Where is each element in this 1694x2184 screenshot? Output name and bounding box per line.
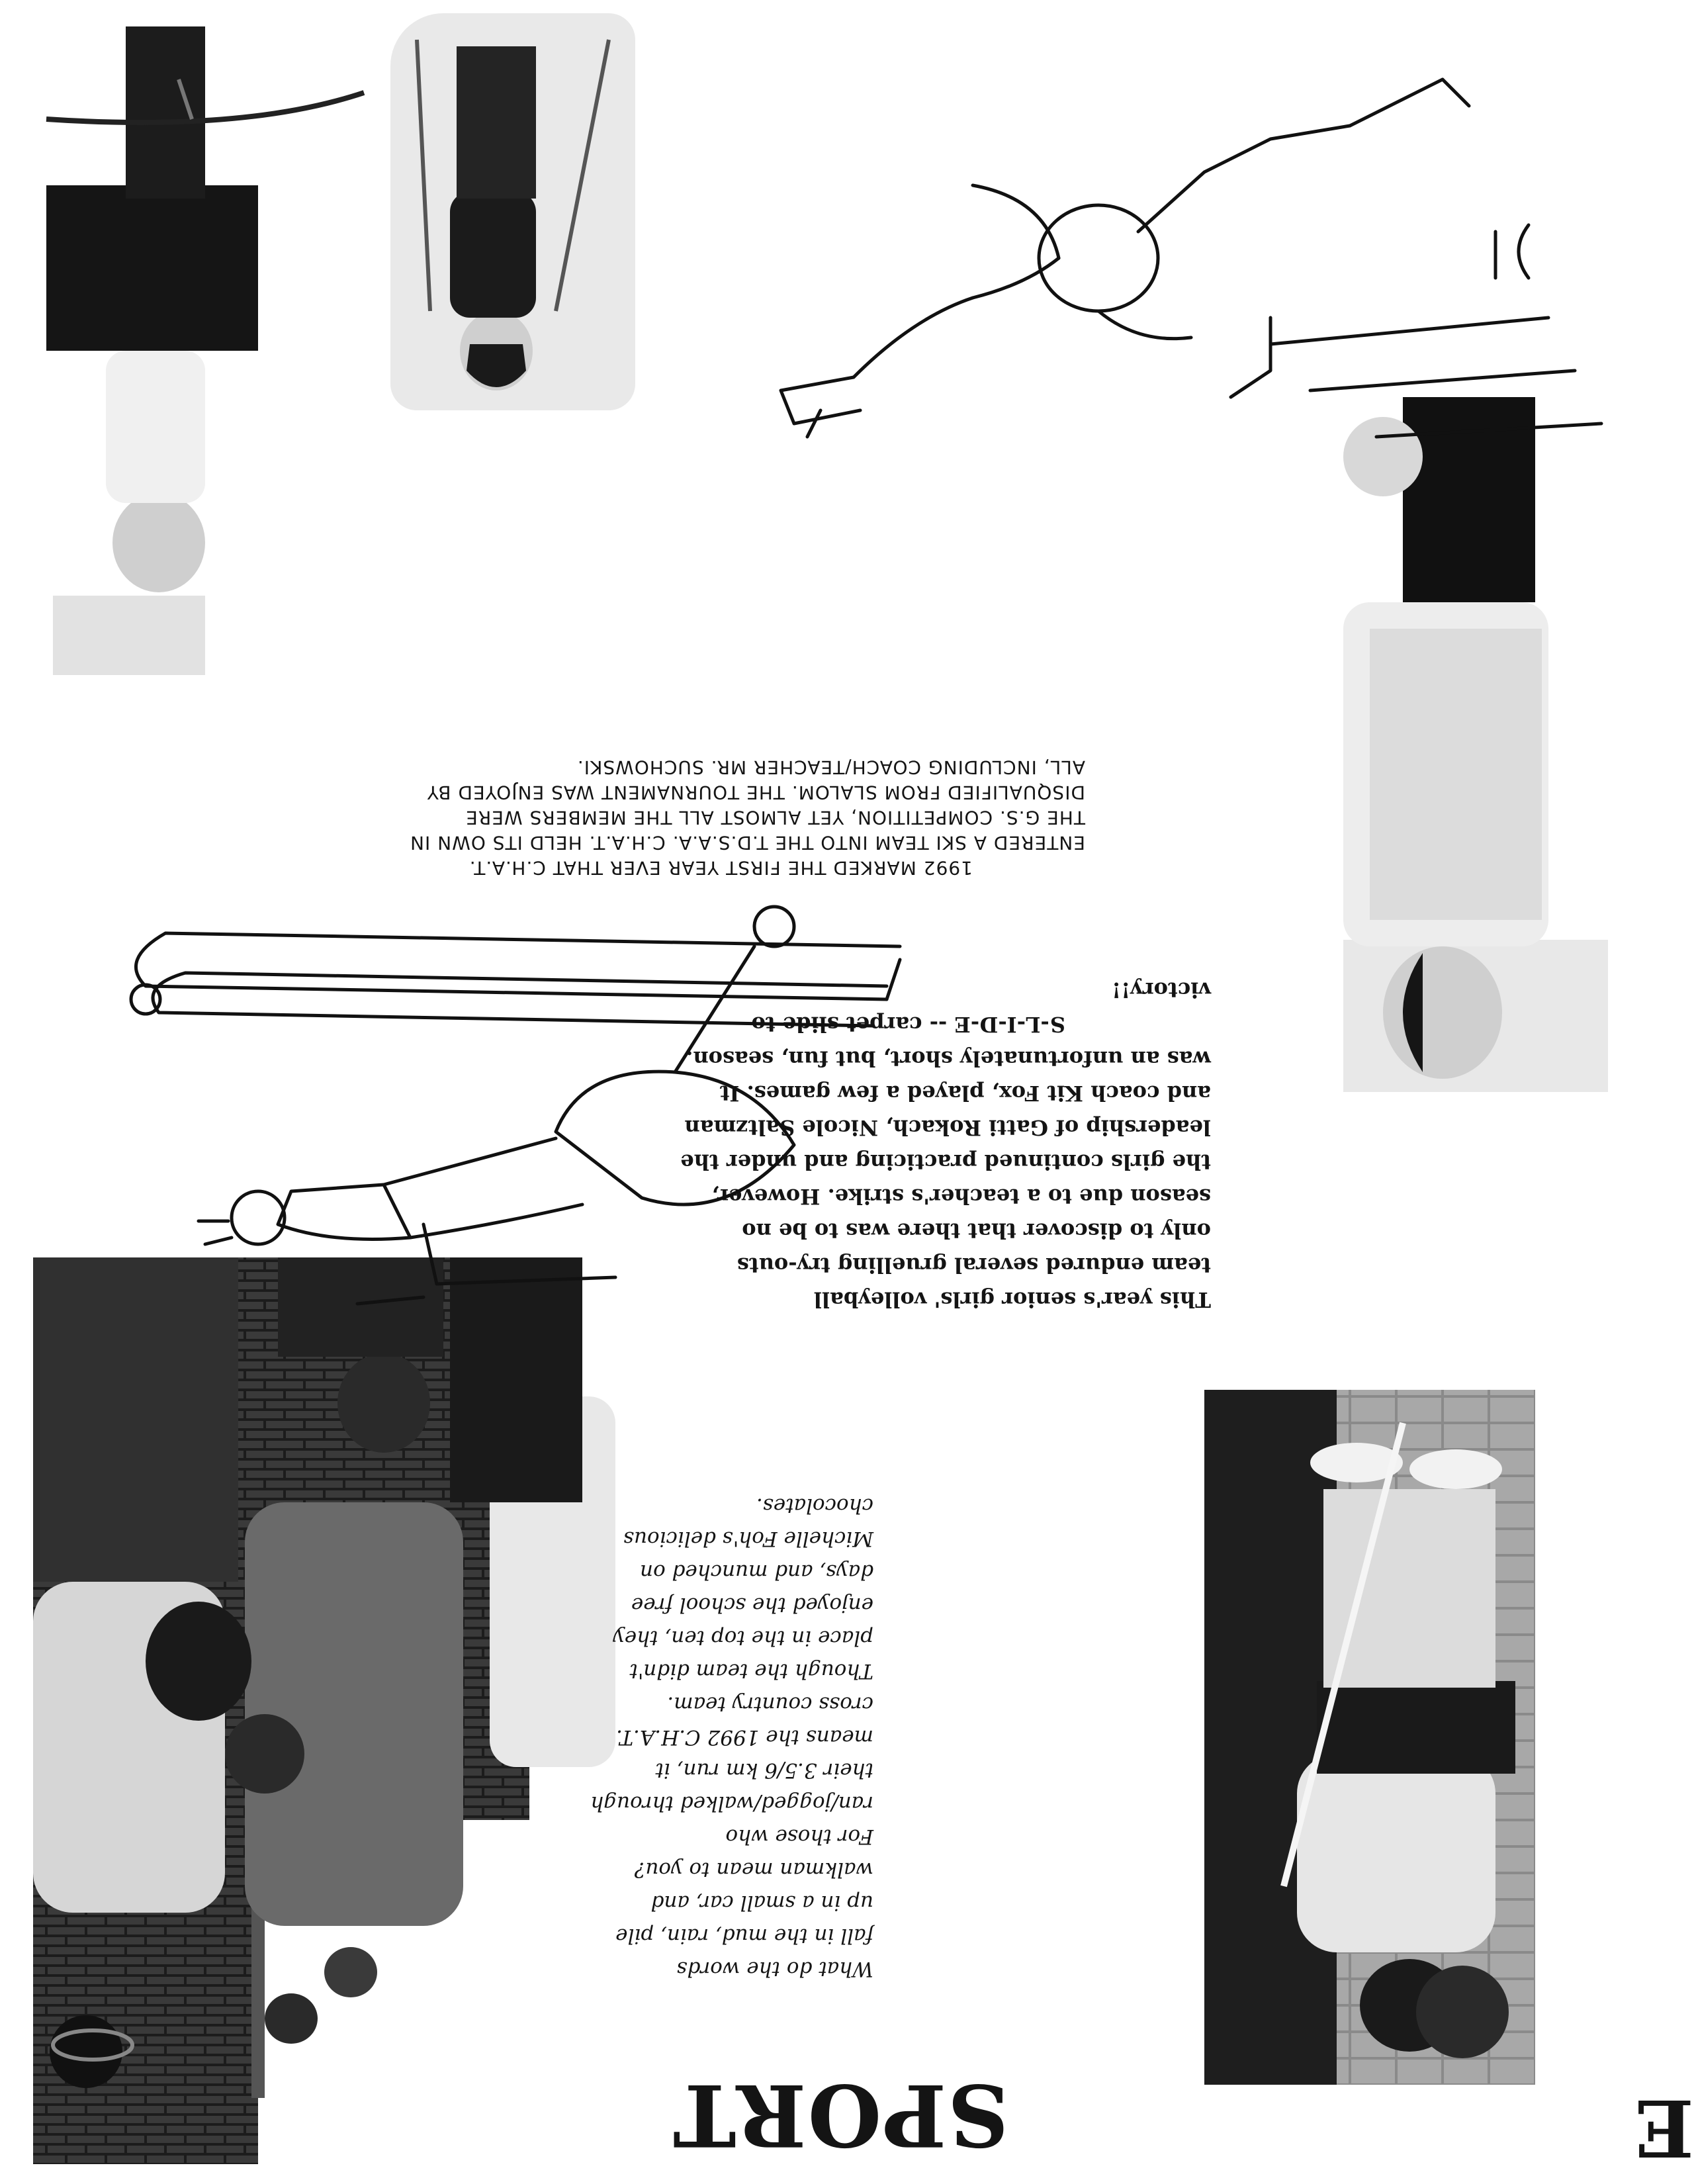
body-line: S-L-I-D-E -- carpet slide to bbox=[751, 1012, 1065, 1037]
body-line: ALL, INCLUDING COACH/TEACHER MR. SUCHOWSKI. bbox=[576, 756, 1085, 778]
caption-line: What do the words bbox=[676, 1957, 873, 1981]
hockey-photo bbox=[1204, 1390, 1535, 2085]
caption-line: place in the top ten, they bbox=[613, 1626, 873, 1650]
hockey-players-photo bbox=[33, 26, 377, 596]
caption-line: walkman mean to you? bbox=[634, 1858, 873, 1882]
skier-photo bbox=[390, 13, 635, 410]
caption-line: cross country team. bbox=[667, 1692, 873, 1716]
body-line: was an unfortunately short, but fun, season. bbox=[686, 1046, 1211, 1071]
ski-coach-photo bbox=[1343, 397, 1641, 1092]
skier-sketch bbox=[99, 893, 926, 1357]
body-line: leadership of Gatti Rokach, Nicole Saltzman bbox=[684, 1115, 1211, 1140]
caption-line: Michelle Foh's delicious bbox=[623, 1527, 873, 1551]
page-title: SPORT bbox=[672, 2065, 1009, 2164]
body-line: THE G.S. COMPETITION, YET ALMOST ALL THE MEMBERS WERE bbox=[465, 807, 1085, 829]
section-letter-fragment: E bbox=[1634, 2082, 1694, 2174]
body-line: the girls continued practicing and under the bbox=[680, 1150, 1211, 1175]
body-line: victory!! bbox=[1112, 978, 1211, 1003]
caption-line: enjoyed the school free bbox=[631, 1593, 873, 1617]
caption-line: means the 1992 C.H.A.T. bbox=[616, 1725, 873, 1749]
body-line: team endured several gruelling try-outs bbox=[736, 1253, 1211, 1278]
body-line: season due to a teacher's strike. However, bbox=[711, 1184, 1211, 1209]
body-line: only to discover that there was to be no bbox=[742, 1218, 1211, 1244]
ice-skater-sketch bbox=[715, 53, 1641, 450]
caption-line: fall in the mud, rain, pile bbox=[615, 1924, 873, 1948]
body-line: This year's senior girls' volleyball bbox=[813, 1287, 1211, 1312]
body-line: DISQUALIFIED FROM SLALOM. THE TOURNAMENT WAS ENJOYED BY bbox=[426, 782, 1085, 803]
caption-line: their 3.5/6 km run, it bbox=[655, 1758, 873, 1782]
body-line: and coach Kit Fox, played a few games. It bbox=[719, 1081, 1211, 1106]
body-line: ENTERED A SKI TEAM INTO THE T.D.S.A.A. C.H.A.T. HELD ITS OWN IN bbox=[410, 832, 1085, 854]
caption-line: For those who bbox=[725, 1825, 873, 1848]
caption-line: chocolates. bbox=[756, 1494, 873, 1518]
caption-line: Though the team didn't bbox=[629, 1659, 873, 1683]
caption-line: ran/jogged/walked through bbox=[590, 1792, 873, 1815]
cross-country-photo bbox=[33, 1257, 662, 2164]
caption-line: days, and munched on bbox=[640, 1560, 873, 1584]
caption-line: up in a small car, and bbox=[650, 1891, 873, 1915]
body-line: 1992 MARKED THE FIRST YEAR EVER THAT C.H.A.T. bbox=[468, 857, 973, 879]
